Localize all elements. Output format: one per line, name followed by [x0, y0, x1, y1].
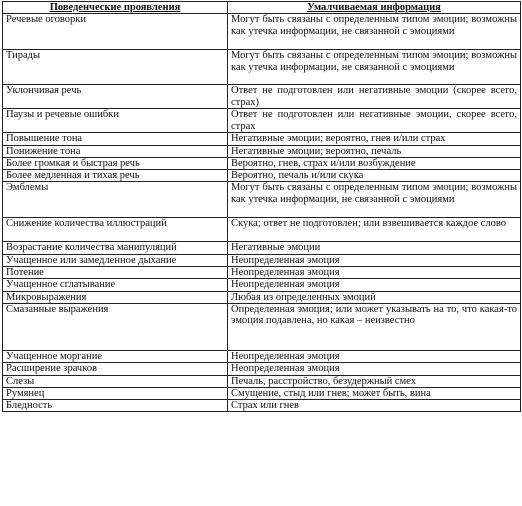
table-row [3, 254, 521, 266]
info-cell: Вероятно, печаль и/или скука [228, 170, 521, 182]
table-row [3, 242, 521, 254]
info-cell: Печаль, расстройство, безудержный смех [228, 375, 521, 387]
behavior-cell: Возрастание количества манипуляций [3, 242, 228, 254]
behavior-cell: Уклончивая речь [3, 85, 228, 109]
header-info: Умалчиваемая информация [228, 2, 521, 14]
behavior-cell: Учащенное сглатывание [3, 279, 228, 291]
table-row [3, 375, 521, 387]
info-cell: Ответ не подготовлен или негативные эмоции, скорее всего, страх [228, 109, 521, 133]
behavior-cell: Паузы и речевые ошибки [3, 109, 228, 133]
table-row [3, 350, 521, 362]
behavior-cell: Микровыражения [3, 291, 228, 303]
behavior-cell: Эмблемы [3, 182, 228, 218]
info-cell: Могут быть связаны с определенным типом эмоции; возможны как утечка информации, не связанной с эмоциями [228, 182, 521, 218]
info-cell: Неопределенная эмоция [228, 363, 521, 375]
header-behavior: Поведенческие проявления [3, 2, 228, 14]
table-row [3, 50, 521, 85]
info-cell: Неопределенная эмоция [228, 267, 521, 279]
info-cell: Негативные эмоции [228, 242, 521, 254]
info-cell: Неопределенная эмоция [228, 279, 521, 291]
behavior-cell: Понижение тона [3, 145, 228, 157]
behavior-cell: Более медленная и тихая речь [3, 170, 228, 182]
info-cell: Неопределенная эмоция [228, 254, 521, 266]
info-cell: Могут быть связаны с определенным типом эмоции; возможны как утечка информации, не связанной с эмоциями [228, 50, 521, 85]
behavior-cell: Учащенное или замедленное дыхание [3, 254, 228, 266]
table-row [3, 218, 521, 242]
behavior-info-table [2, 1, 521, 412]
info-cell: Негативные эмоции; вероятно, гнев и/или страх [228, 133, 521, 145]
table-row [3, 182, 521, 218]
info-cell: Неопределенная эмоция [228, 350, 521, 362]
behavior-cell: Смазанные выражения [3, 303, 228, 350]
behavior-cell: Расширение зрачков [3, 363, 228, 375]
info-cell: Определенная эмоция; или может указывать на то, что какая-то эмоция подавлена, но какая – неизвестно [228, 303, 521, 350]
table-row [3, 133, 521, 145]
table-row [3, 363, 521, 375]
table-row [3, 387, 521, 399]
info-cell: Ответ не подготовлен или негативные эмоции (скорее всего, страх) [228, 85, 521, 109]
behavior-cell: Более громкая и быстрая речь [3, 157, 228, 169]
table-row [3, 85, 521, 109]
behavior-cell: Снижение количества иллюстраций [3, 218, 228, 242]
info-cell: Страх или гнев [228, 400, 521, 412]
table-row [3, 303, 521, 350]
table-header-row [3, 2, 521, 14]
info-cell: Скука; ответ не подготовлен; или взвешивается каждое слово [228, 218, 521, 242]
behavior-cell: Повышение тона [3, 133, 228, 145]
behavior-cell: Учащенное моргание [3, 350, 228, 362]
table-row [3, 14, 521, 50]
table-row [3, 279, 521, 291]
behavior-cell: Бледность [3, 400, 228, 412]
table-row [3, 145, 521, 157]
info-cell: Могут быть связаны с определенным типом эмоции; возможны как утечка информации, не связанной с эмоциями [228, 14, 521, 50]
behavior-cell: Румянец [3, 387, 228, 399]
table-row [3, 109, 521, 133]
info-cell: Любая из определенных эмоций [228, 291, 521, 303]
info-cell: Негативные эмоции; вероятно, печаль [228, 145, 521, 157]
table-row [3, 170, 521, 182]
behavior-cell: Потение [3, 267, 228, 279]
table-row [3, 291, 521, 303]
table-body [3, 14, 521, 412]
info-cell: Вероятно, гнев, страх и/или возбуждение [228, 157, 521, 169]
behavior-cell: Слезы [3, 375, 228, 387]
behavior-cell: Тирады [3, 50, 228, 85]
table-row [3, 157, 521, 169]
table-row [3, 267, 521, 279]
behavior-cell: Речевые оговорки [3, 14, 228, 50]
table-row [3, 400, 521, 412]
info-cell: Смущение, стыд или гнев; может быть, вина [228, 387, 521, 399]
